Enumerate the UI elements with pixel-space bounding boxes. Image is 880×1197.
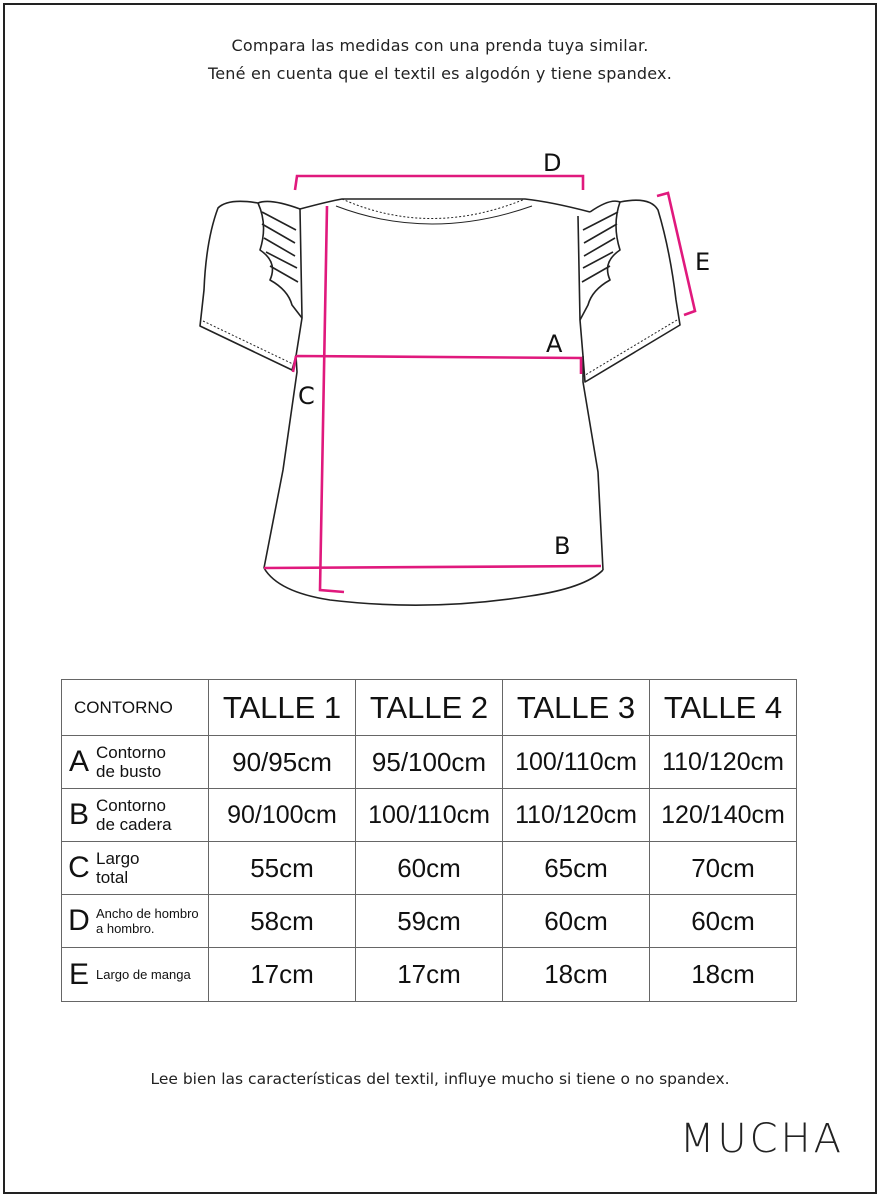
intro-line-1: Compara las medidas con una prenda tuya similar. [231,36,649,55]
table-cell: 110/120cm [650,736,797,789]
table-cell: 60cm [356,842,503,895]
table-cell: 120/140cm [650,789,797,842]
table-row [62,895,797,948]
row-letter: A [68,745,89,778]
row-label: de cadera [96,815,172,834]
row-letter: E [68,957,89,991]
label-e: E [695,248,711,276]
header-talle-1: TALLE 1 [209,680,356,736]
table-cell: 70cm [650,842,797,895]
table-cell: 18cm [650,948,797,1002]
label-c: C [298,382,315,410]
brand-logo: MUCHA [679,1116,844,1162]
table-cell: 95/100cm [356,736,503,789]
table-cell: 17cm [209,948,356,1002]
row-label: Contorno [96,796,166,815]
table-cell: 65cm [503,842,650,895]
table-cell: 110/120cm [503,789,650,842]
right-side-seam [578,216,603,570]
table-cell: 90/95cm [209,736,356,789]
measurement-lines [264,176,695,592]
measure-line-d [295,176,583,190]
table-row [62,789,797,842]
label-b: B [554,532,571,560]
row-label: Ancho de hombro [96,906,199,921]
left-sleeve [200,201,300,370]
row-letter: C [68,851,90,884]
table-row [62,736,797,789]
footer-note: Lee bien las características del textil, influye mucho si tiene o no spandex. [150,1070,730,1088]
table-cell: 59cm [356,895,503,948]
table-cell: 60cm [503,895,650,948]
table-row [62,948,797,1002]
row-label: de busto [96,762,162,781]
right-sleeve [583,200,680,382]
row-label: a hombro. [96,921,155,936]
intro-line-2: Tené en cuenta que el textil es algodón y tiene spandex. [207,64,672,83]
blouse-outline [200,199,680,605]
left-side-seam [264,209,302,568]
label-a: A [546,330,563,358]
measure-line-a [293,356,581,374]
hem [264,568,603,605]
row-label: Contorno [96,743,166,762]
header-talle-4: TALLE 4 [650,680,797,736]
table-cell: 55cm [209,842,356,895]
table-cell: 17cm [356,948,503,1002]
measure-line-c [320,206,344,592]
row-label: total [96,868,129,887]
table-cell: 90/100cm [209,789,356,842]
size-chart-table [61,679,797,1002]
table-cell: 18cm [503,948,650,1002]
table-cell: 58cm [209,895,356,948]
header-talle-3: TALLE 3 [503,680,650,736]
table-cell: 60cm [650,895,797,948]
row-label: Largo [96,849,140,868]
label-d: D [543,149,562,177]
row-label: Largo de manga [96,967,191,982]
measure-line-b [264,566,601,568]
header-talle-2: TALLE 2 [356,680,503,736]
table-cell: 100/110cm [356,789,503,842]
header-row [62,680,797,736]
neckline [300,199,590,212]
row-letter: B [68,798,89,831]
row-letter: D [68,904,90,937]
header-contorno: CONTORNO [62,680,209,736]
table-cell: 100/110cm [503,736,650,789]
table-row [62,842,797,895]
